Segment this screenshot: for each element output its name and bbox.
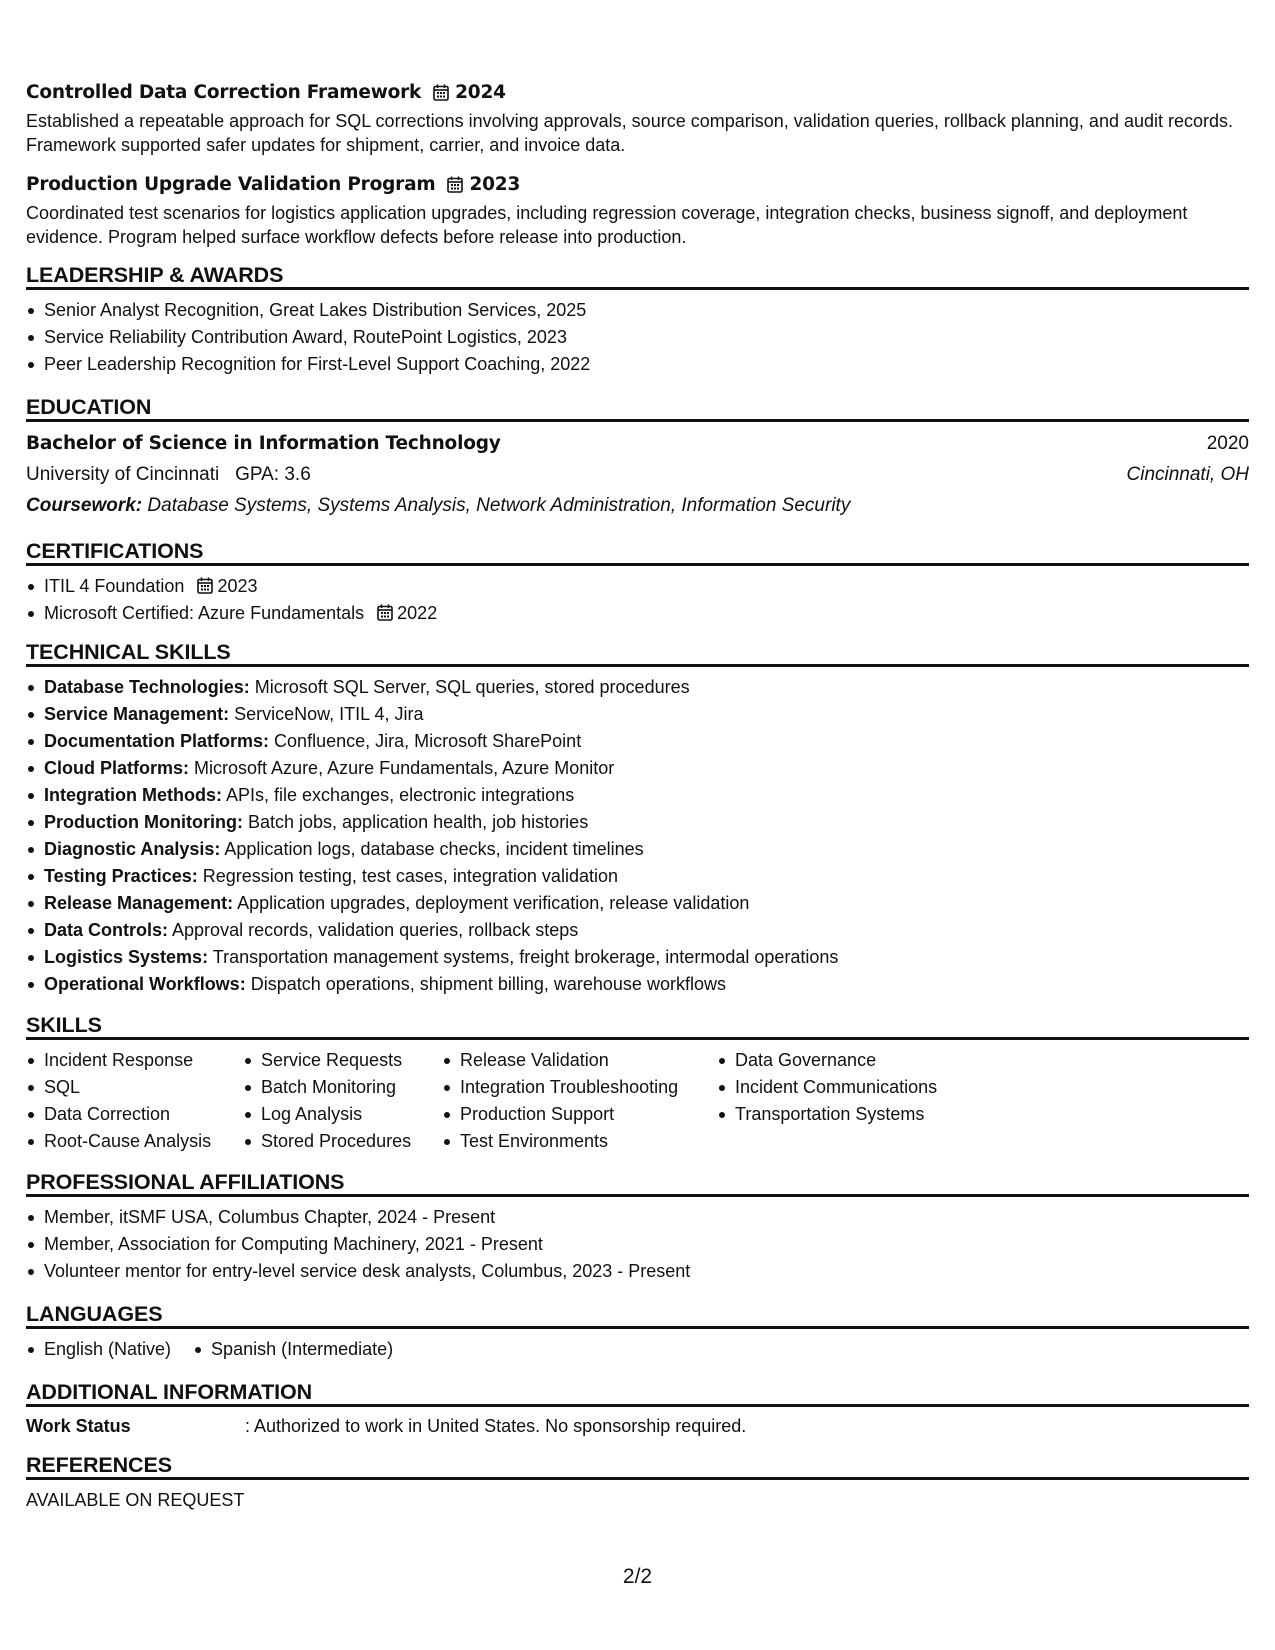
skill-item: Service Requests — [243, 1048, 442, 1075]
calendar-icon — [447, 176, 463, 193]
skill-item: Production Support — [442, 1102, 717, 1129]
list-item: Member, Association for Computing Machinery, 2021 - Present — [26, 1232, 1249, 1259]
certification-year: 2023 — [217, 576, 258, 596]
graduation-year: 2020 — [1206, 432, 1249, 454]
skill-values: Confluence, Jira, Microsoft SharePoint — [274, 731, 582, 751]
skill-item: Integration Troubleshooting — [442, 1075, 717, 1102]
degree-title: Bachelor of Science in Information Technology — [26, 433, 501, 454]
skills-column — [717, 1048, 977, 1156]
skill-category: Database Technologies: — [44, 677, 250, 697]
language-item: Spanish (Intermediate) — [193, 1337, 393, 1364]
work-status-label: Work Status — [26, 1416, 131, 1436]
work-status-row — [26, 1413, 1249, 1439]
section-heading-skills: SKILLS — [26, 1011, 1249, 1040]
certification-year: 2022 — [397, 603, 438, 623]
list-item — [26, 675, 1249, 702]
certifications-list — [26, 574, 1249, 628]
section-heading-education: EDUCATION — [26, 393, 1249, 422]
section-heading-affiliations: PROFESSIONAL AFFILIATIONS — [26, 1168, 1249, 1197]
school-location: Cincinnati, OH — [1126, 463, 1249, 485]
list-item — [26, 945, 1249, 972]
skill-item: Stored Procedures — [243, 1129, 442, 1156]
leadership-list — [26, 298, 1249, 379]
list-item: Member, itSMF USA, Columbus Chapter, 2024 - Present — [26, 1205, 1249, 1232]
section-heading-technical-skills: TECHNICAL SKILLS — [26, 638, 1249, 667]
skill-category: Operational Workflows: — [44, 974, 246, 994]
list-item — [26, 810, 1249, 837]
technical-skills-list — [26, 675, 1249, 999]
skills-column — [442, 1048, 717, 1156]
project-entry — [26, 78, 1249, 157]
skill-item: Batch Monitoring — [243, 1075, 442, 1102]
resume-page — [26, 78, 1249, 1512]
language-item: English (Native) — [26, 1337, 171, 1364]
list-item — [26, 891, 1249, 918]
project-entry — [26, 170, 1249, 249]
skill-category: Logistics Systems: — [44, 947, 209, 967]
coursework-list: Database Systems, Systems Analysis, Network Administration, Information Security — [147, 495, 851, 516]
references-text: AVAILABLE ON REQUEST — [26, 1490, 245, 1510]
skill-values: Approval records, validation queries, rollback steps — [172, 920, 579, 940]
skill-values: ServiceNow, ITIL 4, Jira — [234, 704, 424, 724]
list-item — [26, 729, 1249, 756]
school-name: University of Cincinnati — [26, 463, 220, 485]
list-item — [26, 972, 1249, 999]
skill-category: Release Management: — [44, 893, 234, 913]
skill-values: APIs, file exchanges, electronic integrations — [226, 785, 575, 805]
list-item — [26, 864, 1249, 891]
list-item — [26, 702, 1249, 729]
section-heading-references: REFERENCES — [26, 1451, 1249, 1480]
skill-values: Batch jobs, application health, job histories — [247, 812, 589, 832]
section-heading-leadership: LEADERSHIP & AWARDS — [26, 261, 1249, 290]
project-title: Production Upgrade Validation Program — [26, 173, 436, 195]
list-item: Senior Analyst Recognition, Great Lakes Distribution Services, 2025 — [26, 298, 1249, 325]
languages-list — [26, 1337, 393, 1364]
section-heading-additional-info: ADDITIONAL INFORMATION — [26, 1378, 1249, 1407]
skill-item: Data Correction — [26, 1102, 243, 1129]
skill-item: Data Governance — [717, 1048, 977, 1075]
skill-category: Data Controls: — [44, 920, 169, 940]
skill-category: Cloud Platforms: — [44, 758, 190, 778]
coursework — [26, 490, 1249, 521]
certification-item — [26, 574, 1249, 601]
list-item — [26, 918, 1249, 945]
section-heading-languages: LANGUAGES — [26, 1300, 1249, 1329]
list-item: Peer Leadership Recognition for First-Level Support Coaching, 2022 — [26, 352, 1249, 379]
project-description: Coordinated test scenarios for logistics application upgrades, including regression coverage, integration checks, business signoff, and deployment evidence. Program helped surface workflow defects before release into production. — [26, 203, 1188, 247]
skill-category: Testing Practices: — [44, 866, 198, 886]
coursework-label: Coursework: — [26, 495, 143, 516]
skills-column — [243, 1048, 442, 1156]
skill-category: Integration Methods: — [44, 785, 222, 805]
skill-values: Microsoft Azure, Azure Fundamentals, Azure Monitor — [194, 758, 615, 778]
project-title: Controlled Data Correction Framework — [26, 81, 422, 103]
skill-values: Transportation management systems, freight brokerage, intermodal operations — [212, 947, 839, 967]
list-item: Volunteer mentor for entry-level service desk analysts, Columbus, 2023 - Present — [26, 1259, 1249, 1286]
list-item — [26, 756, 1249, 783]
work-status-value: : Authorized to work in United States. No sponsorship required. — [245, 1416, 747, 1436]
certification-name: ITIL 4 Foundation — [44, 576, 185, 596]
skill-item: Release Validation — [442, 1048, 717, 1075]
calendar-icon — [197, 577, 213, 594]
list-item — [26, 837, 1249, 864]
project-description: Established a repeatable approach for SQL corrections involving approvals, source comparison, validation queries, rollback planning, and audit records. Framework supported safer updates for shipment, carrier, and invoice data. — [26, 111, 1234, 155]
section-heading-certifications: CERTIFICATIONS — [26, 537, 1249, 566]
skill-item: Log Analysis — [243, 1102, 442, 1129]
page-number: 2/2 — [622, 1565, 653, 1588]
calendar-icon — [377, 604, 393, 621]
skill-values: Dispatch operations, shipment billing, warehouse workflows — [250, 974, 726, 994]
education-entry — [26, 428, 1249, 521]
skill-values: Regression testing, test cases, integration validation — [202, 866, 618, 886]
list-item — [26, 783, 1249, 810]
skills-grid — [26, 1048, 1249, 1156]
calendar-icon — [433, 84, 449, 101]
skill-category: Service Management: — [44, 704, 230, 724]
project-year: 2023 — [469, 173, 521, 195]
certification-item — [26, 601, 1249, 628]
skill-values: Application logs, database checks, incident timelines — [224, 839, 644, 859]
skill-item: Transportation Systems — [717, 1102, 977, 1129]
skill-category: Production Monitoring: — [44, 812, 243, 832]
skill-item: Incident Communications — [717, 1075, 977, 1102]
skill-category: Diagnostic Analysis: — [44, 839, 221, 859]
gpa: GPA: 3.6 — [235, 463, 311, 485]
skill-values: Application upgrades, deployment verification, release validation — [237, 893, 750, 913]
skills-column — [26, 1048, 243, 1156]
skill-category: Documentation Platforms: — [44, 731, 270, 751]
skill-item: Root-Cause Analysis — [26, 1129, 243, 1156]
affiliations-list — [26, 1205, 1249, 1286]
skill-item: Test Environments — [442, 1129, 717, 1156]
list-item: Service Reliability Contribution Award, RoutePoint Logistics, 2023 — [26, 325, 1249, 352]
skill-item: Incident Response — [26, 1048, 243, 1075]
skill-item: SQL — [26, 1075, 243, 1102]
certification-name: Microsoft Certified: Azure Fundamentals — [44, 603, 365, 623]
skill-values: Microsoft SQL Server, SQL queries, stored procedures — [254, 677, 690, 697]
project-year: 2024 — [455, 81, 506, 103]
